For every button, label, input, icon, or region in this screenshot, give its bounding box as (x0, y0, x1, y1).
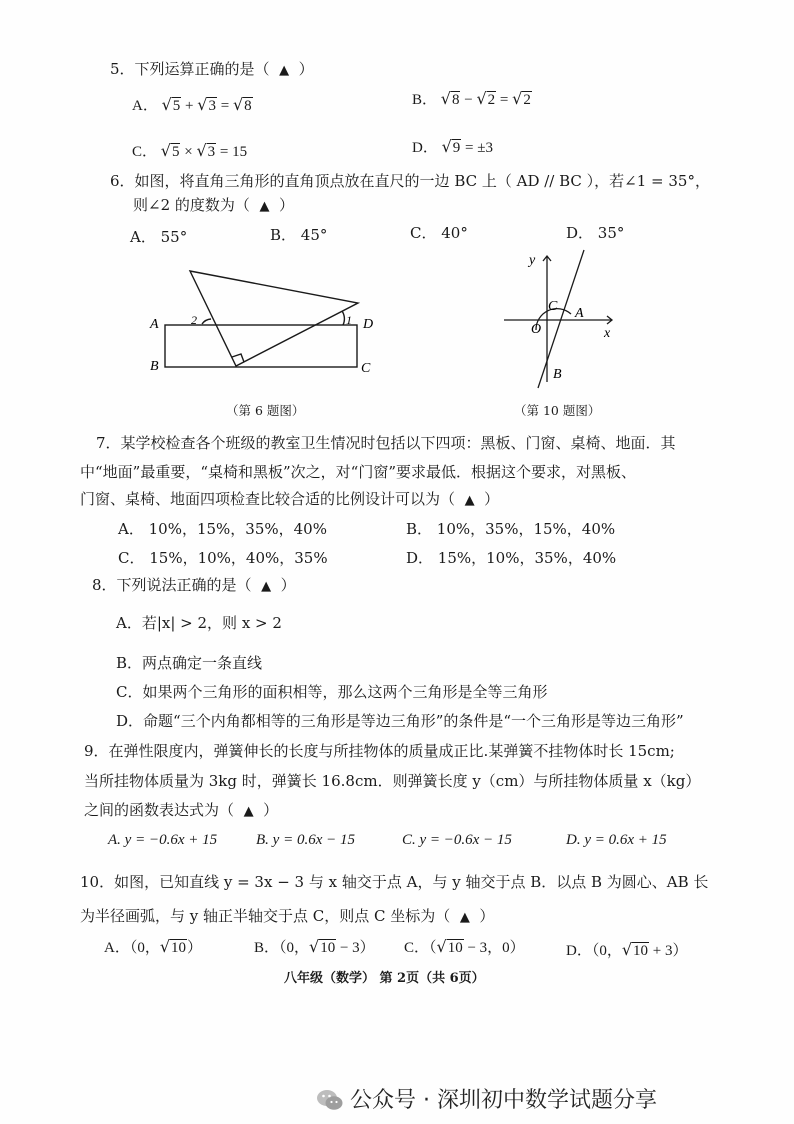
q6-option-c: C． 40° (410, 224, 468, 242)
q10-line2: 为半径画弧，与 y 轴正半轴交于点 C，则点 C 坐标为（ ▲ ） (80, 907, 495, 925)
right-triangle (190, 271, 358, 366)
q5-stem: 5．下列运算正确的是（ ▲ ） (110, 60, 314, 78)
ruler-rectangle (165, 325, 357, 367)
q5-option-c: C． √5 × √3 = 15 (132, 141, 248, 160)
fig10-label-y: y (529, 253, 536, 268)
q9-line1: 9．在弹性限度内，弹簧伸长的长度与所挂物体的质量成正比.某弹簧不挂物体时长 15cm; (84, 742, 675, 760)
fig6-label-c: C (361, 361, 371, 376)
page-footer: 八年级（数学） 第 2页（共 6页） (284, 971, 485, 986)
q10-option-b: B．（0，√10 − 3） (254, 937, 375, 956)
q10-option-d: D．（0，√10 + 3） (566, 940, 688, 959)
q9-option-a: A. y = −0.6x + 15 (108, 832, 218, 848)
q9-option-b: B. y = 0.6x − 15 (256, 832, 355, 848)
q7-option-a: A． 10%，15%，35%，40% (118, 520, 327, 538)
fig6-label-a: A (150, 317, 159, 332)
fig6-label-angle-1: 1 (346, 313, 352, 327)
q6-line2: 则∠2 的度数为（ ▲ ） (133, 196, 294, 214)
fig6-label-d: D (363, 317, 374, 332)
q9-line2: 当所挂物体质量为 3kg 时，弹簧长 16.8cm．则弹簧长度 y（cm）与所挂物体质量 x（kg） (84, 772, 701, 790)
angle-2-arc (202, 319, 211, 324)
fig10-caption: （第 10 题图） (514, 403, 601, 418)
fig10-label-c: C (548, 299, 558, 314)
fig6-caption: （第 6 题图） (226, 403, 305, 418)
q5-option-d: D． √9 = ±3 (412, 137, 493, 156)
wechat-icon (316, 1088, 344, 1112)
q8-option-b: B．两点确定一条直线 (116, 654, 263, 672)
q7-option-b: B． 10%，35%，15%，40% (406, 520, 616, 538)
q7-option-d: D． 15%，10%，35%，40% (406, 549, 617, 567)
fig6-label-angle-2: 2 (191, 313, 197, 327)
q7-line2: 中“地面”最重要，“桌椅和黑板”次之，对“门窗”要求最低．根据这个要求，对黑板、 (80, 463, 637, 481)
q6-option-b: B． 45° (270, 226, 328, 244)
q5-option-b: B． √8 − √2 = √2 (412, 89, 531, 108)
q8-option-a: A．若|x| > 2，则 x > 2 (116, 614, 282, 632)
fig10-label-x: x (604, 326, 611, 341)
q10-option-c: C．（√10 − 3，0） (404, 937, 525, 956)
q8-option-c: C．如果两个三角形的面积相等，那么这两个三角形是全等三角形 (116, 683, 548, 701)
fig10-label-o: O (531, 322, 542, 337)
q7-line1: 7．某学校检查各个班级的教室卫生情况时包括以下四项：黑板、门窗、桌椅、地面．其 (96, 434, 676, 452)
fig10-label-b: B (553, 367, 562, 382)
q6-option-d: D． 35° (566, 224, 625, 242)
q10-option-a: A．（0，√10） (104, 937, 203, 956)
q8-stem: 8．下列说法正确的是（ ▲ ） (92, 576, 296, 594)
q10-line1: 10．如图，已知直线 y = 3x − 3 与 x 轴交于点 A，与 y 轴交于点 B．以点 B 为圆心、AB 长 (80, 873, 709, 891)
watermark-text: 公众号 · 深圳初中数学试题分享 (350, 1088, 657, 1113)
q9-option-d: D. y = 0.6x + 15 (566, 832, 667, 848)
figure-10 (498, 244, 623, 389)
angle-1-arc (342, 311, 344, 325)
q8-option-d: D．命题“三个内角都相等的三角形是等边三角形”的条件是“一个三角形是等边三角形” (116, 712, 684, 730)
fig6-label-b: B (150, 359, 159, 374)
q7-line3: 门窗、桌椅、地面四项检查比较合适的比例设计可以为（ ▲ ） (80, 490, 500, 508)
q5-option-a: A． √5 + √3 = √8 (132, 95, 252, 114)
figure-6 (140, 258, 390, 383)
fig10-label-a: A (575, 306, 584, 321)
q7-option-c: C． 15%，10%，40%，35% (118, 549, 328, 567)
q9-option-c: C. y = −0.6x − 15 (402, 832, 512, 848)
q9-line3: 之间的函数表达式为（ ▲ ） (84, 801, 279, 819)
q6-option-a: A． 55° (130, 228, 188, 246)
q6-line1: 6．如图，将直角三角形的直角顶点放在直尺的一边 BC 上（ AD // BC ），若∠1 = 35°， (110, 172, 710, 190)
